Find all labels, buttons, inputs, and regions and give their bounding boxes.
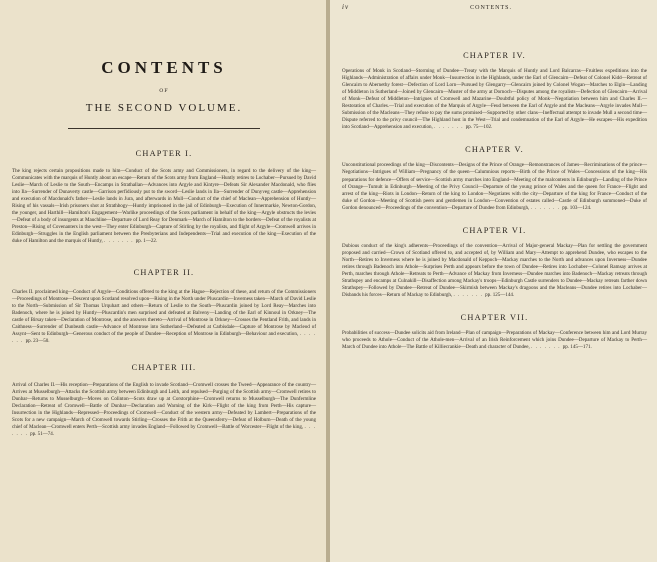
chapter-3-pages: . . . pp. 51—74. bbox=[12, 424, 316, 437]
contents-title: CONTENTS bbox=[101, 58, 227, 77]
chapter-6-heading: CHAPTER VI. bbox=[462, 225, 527, 235]
chapter-5-summary bbox=[342, 162, 647, 211]
chapter-1-summary bbox=[12, 168, 316, 246]
chapter-5-heading: CHAPTER V. bbox=[465, 145, 524, 155]
chapter-2-summary bbox=[12, 289, 316, 345]
chapter-7-summary bbox=[342, 330, 647, 351]
chapter-2-text: Charles II. proclaimed king—Conduct of Argyle—Conditions offered to the king at the Hague—Rejection of these, and return of the Commissioners—Proceedings of Montrose—Descent upon Scotland resolved upon—Rising in the North under Pluscardin—Inverness taken—March of David Leslie to the North—Submission of Sir Thomas Urquhart and others—Return of Leslie to the South—Pluscardin joined by Lord Reay—Marches into Badenoch, where he is joined by Huntly—Pluscardin's men surprised and defeated at Balveny—Landing of the Earl of Kinnoul in Orkney—The castle of Birsay taken—Declaration of Montrose, and the answers thereto—Arrival of Montrose in Orkney—Crosses the Pentland Frith, and lands in Caithness—Surrender of Dunbeath castle—Advance of Montrose into Sutherland—Defeated at Carbisdale—Capture of Montrose by Macleod of Assynt—Sent to Edinburgh—Generous conduct of the people of Dundee—Reception of Montrose in Edinburgh—Behaviour and execution, bbox=[12, 288, 316, 337]
chapter-7-heading: CHAPTER VII. bbox=[460, 313, 529, 323]
chapter-4-text: Operations of Monk in Scotland—Storming of Dundee—Treaty with the Marquis of Huntly and Lord Balcarras—Fruitless expeditions into the Highlands—Administration of affairs under Monk—Insurrection in the Highlands, under the Earl of Glencairn—Defeat of Colonel Kidd—Retreat of Glencairn to Abernethy forest—Defection of Lord Lorn—Pursued by Glengarry—Glencairn joined by Colonel Wogan—Marches to Elgin—Landing of Middleton in Sutherland—Joined by Glencairn—Muster of the army at Dornoch—Disputes among the royalists—Defection of Glencairn—Arrival of Monk—Defeat of Middleton—Intrigues of Cromwell and Mazarine—Doubtful policy of Monk—Negotiation between him and Charles II.—Restoration of Charles.—Trial and execution of the Marquis of Argyle—Feud between the Earl of Argyle and the Macleans—Argyle invades Mull—Submission of the Macleans—They refuse to pay the sums promised—Supported by other clans—Ineffectual attempt to invade Mull a second time—Dispute referred to the privy council—The Highland host in the West—Trial and condemnation of the Earl of Argyle—He escapes—His expedition into Scotland—Apprehension and execution, bbox=[342, 68, 647, 131]
chapter-3-heading: CHAPTER III. bbox=[131, 362, 197, 372]
chapter-1-heading: CHAPTER I. bbox=[135, 149, 193, 158]
chapter-4-pages: . . . pp. 75—102. bbox=[434, 124, 492, 130]
page-number: iv bbox=[342, 3, 350, 11]
chapter-2-pages: . . . pp. 23—50. bbox=[12, 331, 316, 344]
chapter-5-text: Unconstitutional proceedings of the king—Discontents—Designs of the Prince of Orange—Remonstrances of James—Recriminations of the prince—Negotiations—Intrigues of William—Pregnancy of the queen—Calumnious reports—Birth of the Prince of Wales—Concessions of the king—His preparations for defence—Offers of service—Scottish army marches into England—Meeting of the malcontents in Edinburgh—Landing of the Prince of Orange—Tumult in Edinburgh—Meeting of the Privy Council—Departure of the young prince of Wales and the queen for France—Flight and arrest of the king—Riots in London—Return of the king to London—Negotiates with the city—Departure of the king for France—Conduct of the duke of Gordon—Meeting of Scottish peers and gentlemen in London—Convention of estates called—Castle of Edinburgh summoned—Duke of Gordon denounced—Proceedings of the convention—Departure of Dundee from Edinburgh, bbox=[342, 162, 647, 211]
chapter-7-text: Probabilities of success—Dundee solicits aid from Ireland—Plan of campaign—Preparations of Mackay—Conference between him and Lord Murray who proceeds to Athole—Conduct of the Athole-men—Arrival of an Irish Reinforcement which joins Dundee—Departure of Mackay to Perth—March of Dundee into Athole—The Battle of Killiecrankie—Death and character of Dundee, bbox=[342, 330, 647, 351]
chapter-4-heading: CHAPTER IV. bbox=[463, 51, 526, 60]
title-rule bbox=[68, 128, 260, 129]
chapter-6-pages: . . . pp. 125—144. bbox=[453, 292, 514, 298]
left-page bbox=[0, 0, 326, 562]
chapter-7-pages: . . . pp. 145—171. bbox=[531, 344, 592, 350]
chapter-4-summary bbox=[342, 68, 647, 131]
right-page bbox=[330, 0, 657, 562]
chapter-5-pages: . . . pp. 103—124. bbox=[531, 205, 592, 211]
volume-subtitle: THE SECOND VOLUME. bbox=[85, 102, 243, 114]
chapter-6-text: Dubious conduct of the king's adherents—Proceedings of the convention—Arrival of Major-general Mackay—Plan for settling the government proposed and carried—Crown of Scotland offered to, and accepted of, by William and Mary—Attempt to apprehend Dundee, who escapes to the North—Retires to Inverness where he is joined by Macdonald of Keppoch—Mackay marches to the North and advances upon Inverness—Dundee retires through Badenoch into Athole—Surprises Perth and appears before the town of Dundee—Retires into Lochaber—Colonel Ramsay arrives at Perth, marches through Athole—Retreats to Perth—Advance of Mackay from Inverness—Dundee marches into Badenoch—Mackay retreats through Strathspey and encamps at Culnakill—Disaffection among Mackay's troops—Edinburgh Castle surrenders to Dundee—Mackay retreats farther down Strathspey—Followed by Dundee—Retreat of Dundee—Skirmish between Mackay's dragoons and the Macleans—Dundee retires into Lochaber—Disbands his forces—Return of Mackay to Edinburgh, bbox=[342, 242, 647, 299]
of-word: OF bbox=[159, 88, 169, 94]
chapter-1-text: The king rejects certain propositions made to him—Conduct of the Scots army and Commissioners, in regard to the delivery of the king—Communicates with the marquis of Huntly about an escape—Return of the Scots army from England—Huntly retires to Lochaber—Pursued by David Leslie—March of Leslie to the South—Encamps in Strathallan—Advances into Argyle and Kintyre—Defeats Sir Alexander Macdonald, who flies into Ila—Surrender of Dunaverty castle—Garrison perfidiously put to the sword—Leslie lands in Ila—Surrender of Dunyveg castle—Apprehension and execution of Macdonald's father—Leslie lands in Jura, and afterwards in Mull—Conduct of the chief of Maclean—Apprehension of Huntly—Rising of his vassals—Irish prisoners shot at Strathbogy—Huntly imprisoned in the jail of Edinburgh—Execution of Innermarkie, Newton-Gordon, the younger, and Harthill—Hamilton's Engagement—Warlike proceedings of the Scots parliament in behalf of the king—Argyle obstructs the levies—Defeat of a body of insurgents at Mauchline—Departure of Lord Reay for Denmark—March of Hamilton to the borders—Defeat of the royalists at Preston—Rising of Covenanters in the west—They enter Edinburgh—Capture of Stirling by the royalists, and flight of Argyle—Cromwell arrives in Edinburgh—Struggles in the English parliament between the Presbyterians and Independents—Trial and execution of the king—Execution of the duke of Hamilton and the marquis of Huntly, bbox=[12, 168, 316, 245]
running-head-title: CONTENTS. bbox=[470, 5, 512, 11]
chapter-3-summary bbox=[12, 382, 316, 438]
chapter-2-heading: CHAPTER II. bbox=[133, 267, 195, 277]
running-head bbox=[342, 3, 647, 11]
chapter-1-pages: . . . pp. 1—22. bbox=[104, 238, 157, 244]
chapter-3-text: Arrival of Charles II.—His reception—Preparations of the English to invade Scotland—Cromwell crosses the Tweed—Appearance of the country—Arrives at Musselburgh—Attacks the Scottish army between Edinburgh and Leith, and repulsed—Purging of the Scottish army—Cromwell retires to Dunbar—Returns to Musselburgh—Moves on Colinton—Scots draw up at Corstorphine—Cromwell returns to Musselburgh—The Dunfermline Declaration—Retreat of Cromwell—Battle of Dunbar—Declaration and Warning of the Kirk—Flight of the king from Perth—His capture—Insurrection in the Highlands—Repressed—Proceedings of Cromwell—Conduct of the western army—Defeated by Lambert—Preparations of the Scots for a new campaign—March of Cromwell towards Stirling—Crosses the Frith at the Queensferry—Defeat of Holburn—Death of the young chief of Maclean—Cromwell enters Perth—Scottish army invades England—Followed by Cromwell—Battle of Worcester—Flight of the king, bbox=[12, 381, 316, 431]
chapter-6-summary bbox=[342, 243, 647, 299]
